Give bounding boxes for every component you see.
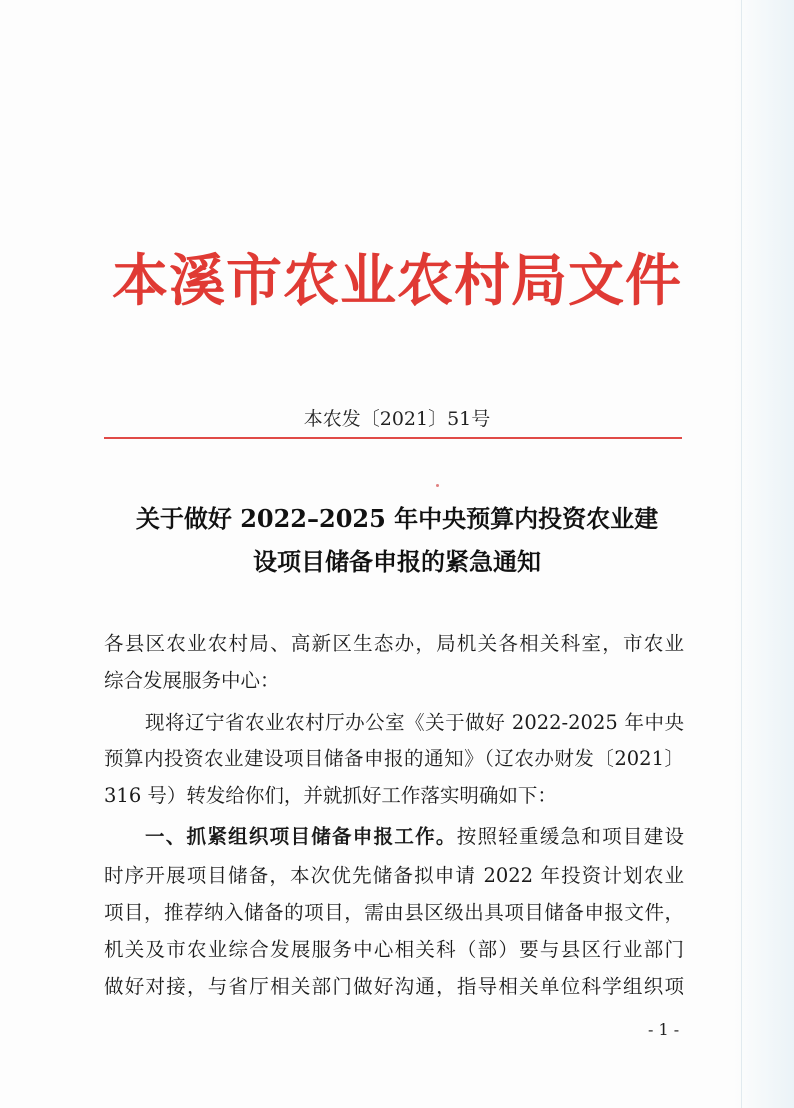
section-1-line-3: 项目，推荐纳入储备的项目，需由县区级出具项目储备申报文件， (104, 901, 684, 924)
document-masthead: 本溪市农业农村局文件 (112, 249, 682, 314)
section-1-heading: 一、抓紧组织项目储备申报工作。 (145, 825, 457, 848)
section-1-line-2: 时序开展项目储备，本次优先储备拟申请 2022 年投资计划农业 (104, 864, 684, 887)
page-number: - 1 - (648, 1020, 680, 1039)
recipients-line-1: 各县区农业农村局、高新区生态办，局机关各相关科室，市农业 (104, 632, 684, 655)
section-1-line-4: 机关及市农业综合发展服务中心相关科（部）要与县区行业部门 (104, 938, 684, 961)
intro-line-1: 现将辽宁省农业农村厅办公室《关于做好 2022-2025 年中央 (145, 711, 684, 734)
section-1-line-5: 做好对接，与省厅相关部门做好沟通，指导相关单位科学组织项 (104, 975, 684, 998)
intro-line-2: 预算内投资农业建设项目储备申报的通知》（辽农办财发〔2021〕 (104, 747, 684, 770)
red-mark (436, 484, 439, 487)
document-number: 本农发〔2021〕51号 (303, 408, 491, 430)
intro-line-3: 316 号）转发给你们，并就抓好工作落实明确如下： (104, 784, 557, 807)
notice-title-line-2: 设项目储备申报的紧急通知 (253, 547, 541, 576)
recipients-line-2: 综合发展服务中心： (104, 669, 280, 692)
red-divider-rule (104, 437, 682, 439)
notice-title-line-1: 关于做好 2022–2025 年中央预算内投资农业建 (135, 504, 659, 533)
section-1-line-1-text: 按照轻重缓急和项目建设 (456, 825, 684, 848)
section-1-line-1 (145, 819, 684, 855)
